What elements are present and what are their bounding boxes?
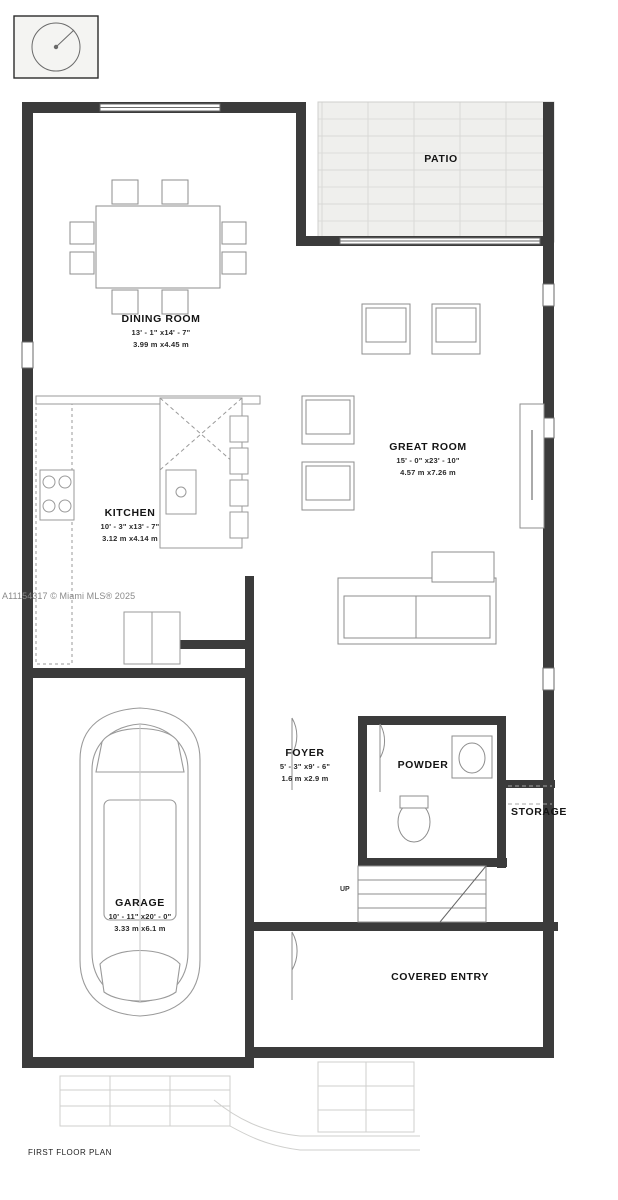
- kitchen-fixtures: [36, 396, 260, 664]
- exterior-hardscape: [60, 1062, 420, 1150]
- room-label-patio: PATIO: [424, 153, 458, 165]
- room-label-dining-room: DINING ROOM 13' - 1" x14' - 7" 3.99 m x4.45 m: [121, 313, 201, 349]
- room-label-covered-entry: COVERED ENTRY: [391, 971, 489, 983]
- great-room-furniture: [302, 304, 544, 644]
- mls-watermark: A11154317 © Miami MLS® 2025: [2, 591, 136, 601]
- powder-room-fixtures: [398, 736, 492, 842]
- room-label-great-room: GREAT ROOM 15' - 0" x23' - 10" 4.57 m x7.26 m: [389, 441, 467, 477]
- north-arrow-icon: [14, 16, 98, 78]
- plan-title: FIRST FLOOR PLAN: [28, 1148, 112, 1157]
- dining-table-furniture: [70, 180, 246, 314]
- room-label-powder: POWDER: [397, 759, 449, 771]
- room-label-storage: STORAGE: [511, 806, 567, 818]
- staircase: [358, 866, 486, 922]
- room-label-kitchen: KITCHEN 10' - 3" x13' - 7" 3.12 m x4.14 m: [100, 507, 160, 543]
- stair-direction-label: UP: [340, 886, 350, 893]
- room-label-foyer: FOYER 5' - 3" x9' - 6" 1.6 m x2.9 m: [279, 747, 331, 783]
- room-label-garage: GARAGE 10' - 11" x20' - 0" 3.33 m x6.1 m: [108, 897, 172, 933]
- patio-area: [318, 102, 554, 242]
- car-illustration: [80, 708, 200, 1016]
